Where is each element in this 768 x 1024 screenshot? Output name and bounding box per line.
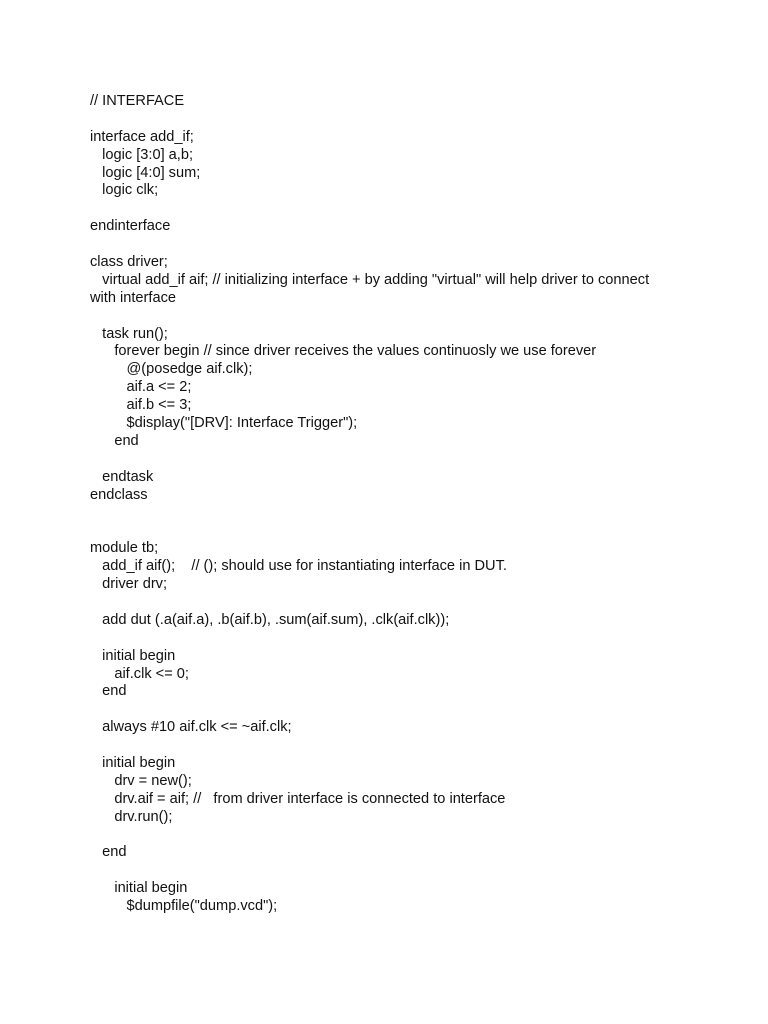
code-line: forever begin // since driver receives the values continuosly we use forever [90, 343, 597, 360]
code-line: $display("[DRV]: Interface Trigger"); [90, 415, 358, 432]
code-line: drv.aif = aif; // from driver interface is connected to interface [90, 790, 506, 807]
code-line: aif.a <= 2; [90, 379, 192, 396]
code-line [90, 827, 690, 845]
code-line: virtual add_if aif; // initializing interface + by adding "virtual" will help driver to connect [90, 271, 650, 288]
code-line [90, 862, 690, 880]
code-line [90, 630, 690, 648]
code-line: end [90, 432, 139, 449]
code-line [90, 504, 690, 522]
code-line [90, 594, 690, 612]
code-line [90, 451, 690, 469]
code-line: logic [4:0] sum; [90, 164, 201, 181]
code-line [90, 701, 690, 719]
code-line: aif.clk <= 0; [90, 665, 189, 682]
code-line: initial begin [90, 754, 176, 771]
code-line: endclass [90, 486, 148, 503]
code-line [90, 522, 690, 540]
code-line: always #10 aif.clk <= ~aif.clk; [90, 719, 292, 736]
code-line: driver drv; [90, 576, 168, 593]
code-line: $dumpfile("dump.vcd"); [90, 898, 278, 915]
code-line: with interface [90, 289, 176, 306]
code-line: drv = new(); [90, 772, 192, 789]
code-line: end [90, 844, 127, 861]
code-line: drv.run(); [90, 808, 173, 825]
code-line: add dut (.a(aif.a), .b(aif.b), .sum(aif.sum), .clk(aif.clk)); [90, 611, 450, 628]
code-line: endinterface [90, 218, 171, 235]
code-line [90, 236, 690, 254]
code-line [90, 308, 690, 326]
code-line: aif.b <= 3; [90, 397, 192, 414]
code-line: logic [3:0] a,b; [90, 146, 194, 163]
code-line: initial begin [90, 880, 188, 897]
code-line: endtask [90, 468, 154, 485]
code-line: end [90, 683, 127, 700]
code-line: // INTERFACE [90, 93, 185, 109]
code-line: initial begin [90, 647, 176, 664]
code-line: add_if aif(); // (); should use for instantiating interface in DUT. [90, 558, 507, 575]
code-line [90, 111, 690, 129]
code-line: logic clk; [90, 182, 159, 199]
code-line: module tb; [90, 540, 159, 557]
code-line: interface add_if; [90, 128, 194, 145]
code-line [90, 737, 690, 755]
code-block [90, 93, 690, 916]
code-line: class driver; [90, 254, 168, 271]
code-line [90, 200, 690, 218]
code-line: task run(); [90, 325, 168, 342]
code-line: @(posedge aif.clk); [90, 361, 253, 378]
